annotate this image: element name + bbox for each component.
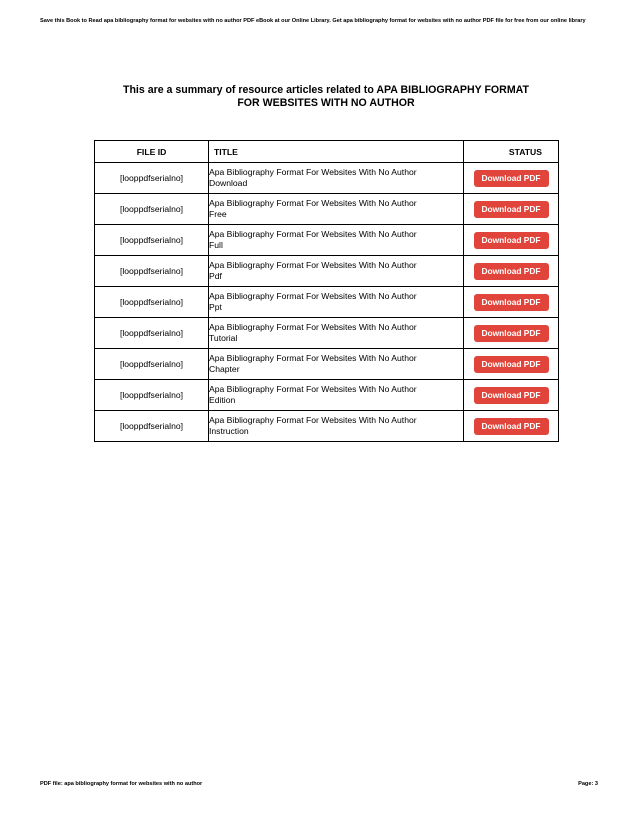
title-cell [209,287,464,318]
download-pdf-button[interactable]: Download PDF [474,418,549,435]
page-title-line2: FOR WEBSITES WITH NO AUTHOR [237,97,415,109]
download-pdf-button[interactable]: Download PDF [474,263,549,280]
file-id-cell: [looppdfserialno] [95,349,209,380]
table-row [95,411,559,442]
table-row [95,225,559,256]
file-id-cell: [looppdfserialno] [95,318,209,349]
title-line2: Download [209,178,248,188]
status-cell [464,349,559,380]
status-cell [464,256,559,287]
table-row [95,380,559,411]
table-row [95,287,559,318]
status-cell [464,225,559,256]
column-header-file-id: FILE ID [95,141,209,163]
title-line1: Apa Bibliography Format For Websites With No Author [209,322,417,332]
table-row [95,318,559,349]
status-cell [464,163,559,194]
status-cell [464,318,559,349]
file-id-cell: [looppdfserialno] [95,411,209,442]
status-cell [464,411,559,442]
download-pdf-button[interactable]: Download PDF [474,356,549,373]
title-cell [209,225,464,256]
table-row [95,349,559,380]
table-header-row [95,141,559,163]
download-pdf-button[interactable]: Download PDF [474,232,549,249]
file-id-cell: [looppdfserialno] [95,256,209,287]
file-id-cell: [looppdfserialno] [95,194,209,225]
title-line1: Apa Bibliography Format For Websites With No Author [209,229,417,239]
title-cell [209,349,464,380]
table-row [95,194,559,225]
title-line2: Tutorial [209,333,238,343]
title-line1: Apa Bibliography Format For Websites With No Author [209,167,417,177]
title-line2: Chapter [209,364,240,374]
file-id-cell: [looppdfserialno] [95,287,209,318]
title-line2: Edition [209,395,236,405]
title-line1: Apa Bibliography Format For Websites With No Author [209,198,417,208]
download-pdf-button[interactable]: Download PDF [474,325,549,342]
resource-table [94,140,559,442]
status-cell [464,287,559,318]
page-title-line1: This are a summary of resource articles related to APA BIBLIOGRAPHY FORMAT [122,84,529,96]
status-cell [464,194,559,225]
download-pdf-button[interactable]: Download PDF [474,201,549,218]
footer-file-label: PDF file: apa bibliography format for websites with no author [40,781,203,787]
title-cell [209,411,464,442]
download-pdf-button[interactable]: Download PDF [474,170,549,187]
title-cell [209,380,464,411]
title-cell [209,256,464,287]
title-cell [209,318,464,349]
column-header-title: TITLE [209,141,464,163]
table-row [95,163,559,194]
title-line2: Full [209,240,223,250]
page-title [95,84,557,110]
title-line2: Instruction [209,426,249,436]
title-line1: Apa Bibliography Format For Websites With No Author [209,260,417,270]
title-line1: Apa Bibliography Format For Websites With No Author [209,415,417,425]
file-id-cell: [looppdfserialno] [95,225,209,256]
title-line1: Apa Bibliography Format For Websites With No Author [209,353,417,363]
column-header-status: STATUS [464,141,559,163]
table-row [95,256,559,287]
footer-page-number: Page: 3 [578,781,598,787]
title-line2: Ppt [209,302,222,312]
file-id-cell: [looppdfserialno] [95,380,209,411]
title-line2: Free [209,209,227,219]
download-pdf-button[interactable]: Download PDF [474,387,549,404]
status-cell [464,380,559,411]
header-note: Save this Book to Read apa bibliography format for websites with no author PDF eBook at our Online Library. Get apa bibliography format for websites with no author PDF file for free from our online library [40,18,586,24]
title-line1: Apa Bibliography Format For Websites With No Author [209,291,417,301]
title-line2: Pdf [209,271,222,281]
title-line1: Apa Bibliography Format For Websites With No Author [209,384,417,394]
download-pdf-button[interactable]: Download PDF [474,294,549,311]
title-cell [209,194,464,225]
title-cell [209,163,464,194]
file-id-cell: [looppdfserialno] [95,163,209,194]
